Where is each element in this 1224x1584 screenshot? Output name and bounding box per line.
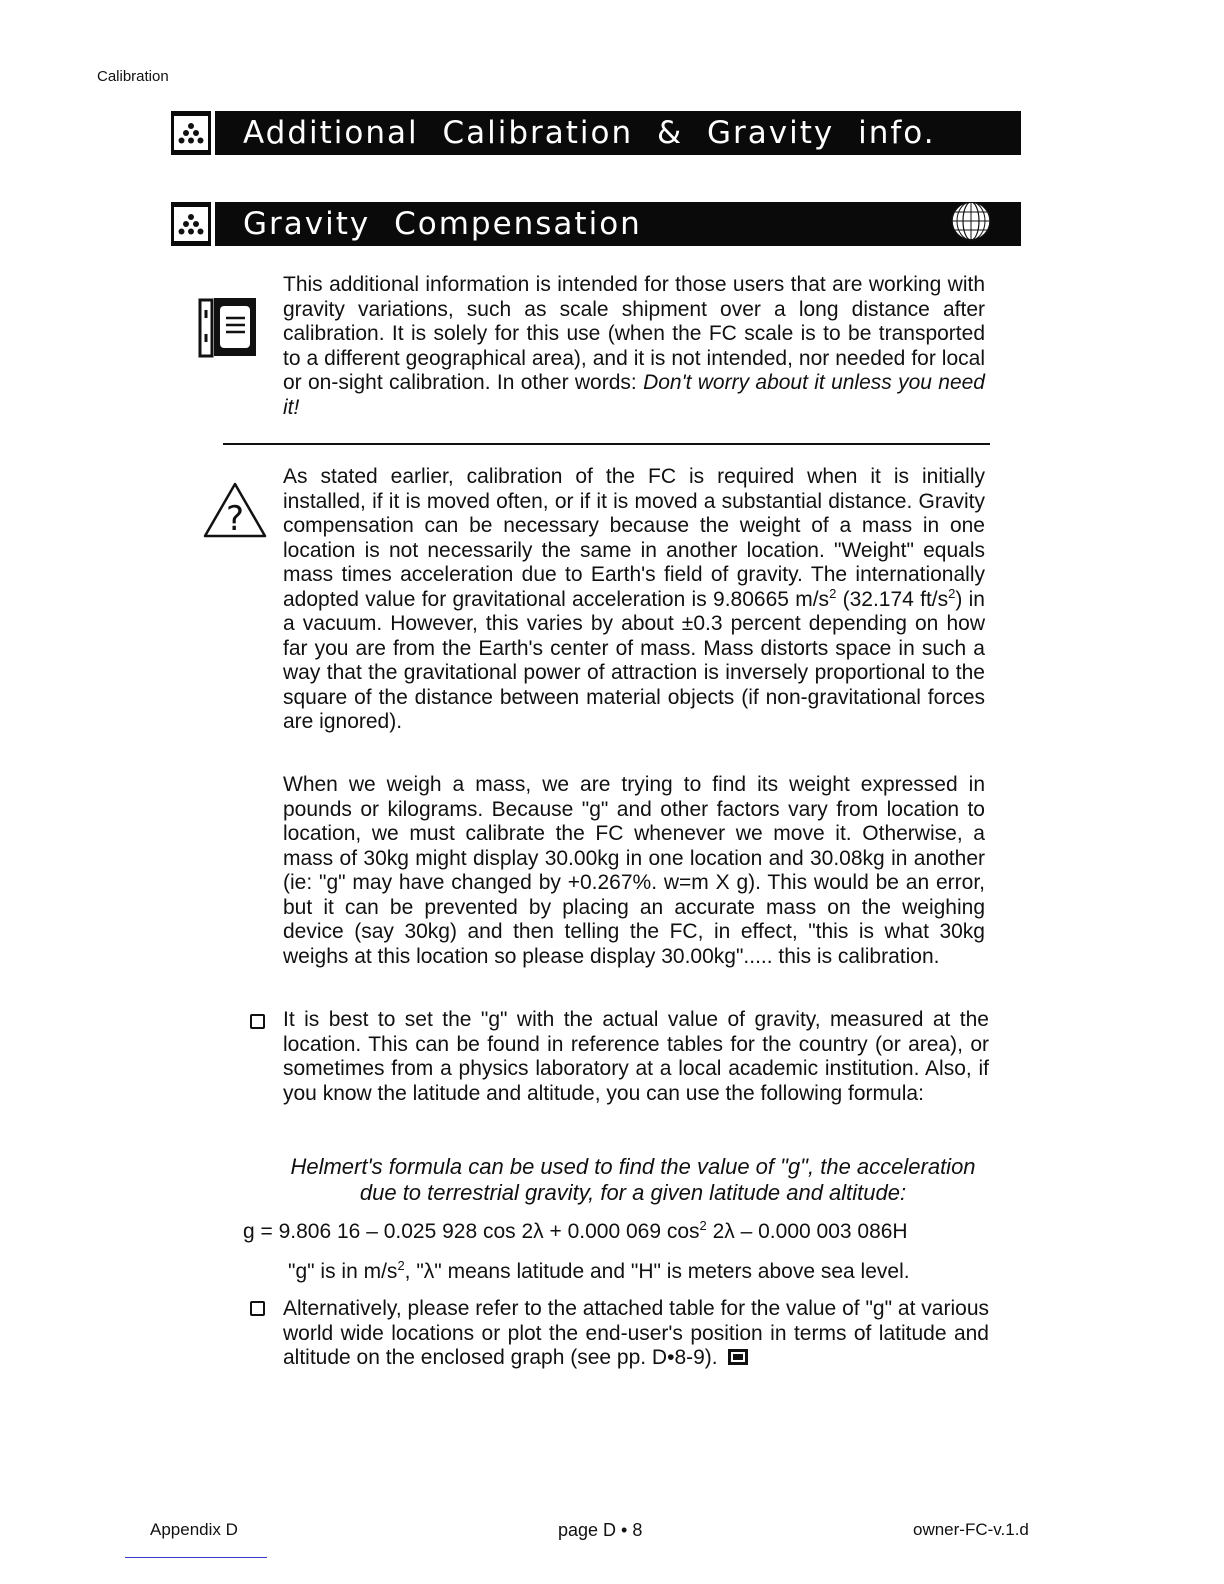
banner-title: Additional Calibration & Gravity info. — [243, 115, 936, 151]
helmert-formula: g = 9.806 16 – 0.025 928 cos 2λ + 0.000 069 $\cos^2 2\lambda - 0.000$ 003 086H — [243, 1218, 908, 1243]
bullet-alternative: Alternatively, please refer to the attached table for the value of "g" at various world wide locations or plot the end-user's position in terms of latitude and altitude on the enclosed graph (see pp. D•8-9). — [283, 1297, 989, 1369]
bullet-actual-gravity: It is best to set the "g" with the actual value of gravity, measured at the location. This can be found in reference tables for the country (or area), or sometimes from a physics laboratory at a local academic institution. Also, if you know the latitude and altitude, you can use the following formula: — [283, 1008, 989, 1105]
checkbox-bullet-icon — [250, 1014, 265, 1029]
section-banner-gravity — [171, 202, 1021, 246]
formula-units: "g" is in $m/s^2$, "λ" means latitude and "H" is meters above sea level. — [288, 1258, 910, 1283]
checkbox-bullet-icon — [250, 1301, 265, 1316]
globe-icon — [929, 202, 1015, 246]
end-mark-icon — [727, 1348, 749, 1366]
footer-appendix: Appendix D — [150, 1520, 238, 1539]
triangle-dots-logo-icon — [171, 202, 215, 246]
intro-paragraph: This additional information is intended for those users that are working with gravity variations, such as scale shipment over a long distance after calibration. It is solely for this use (when the FC scale is to be transported to a different geographical area), and it is not intended, nor needed for local or on-sight calibration. In other words: Don't worry about it unless you need it! — [283, 273, 985, 419]
footer-rule — [125, 1557, 267, 1558]
weighing-paragraph: When we weigh a mass, we are trying to find its weight expressed in pounds or kilograms. Because "g" and other factors vary from location to location, we must calibrate the FC whenever we move it. Otherwise, a mass of 30kg might display 30.00kg in one location and 30.08kg in another (ie: "g" may have changed by +0.267%. w=m X g). This would be an error, but it can be prevented by placing an accurate mass on the weighing device (say 30kg) and then telling the FC, in effect, "this is what 30kg weighs at this location so please display 30.00kg"..... this is calibration. — [283, 773, 985, 968]
footer-doc-id: owner-FC-v.1.d — [913, 1520, 1029, 1539]
running-head: Calibration — [97, 68, 169, 85]
gravity-explanation-paragraph: As stated earlier, calibration of the FC is required when it is initially installed, if it is moved often, or if it is moved a substantial distance. Gravity compensation can be necessary because the weight of a mass in one location is not necessarily the same in another location. "Weight" equals mass times acceleration due to Earth's field of gravity. The internationally adopted value for gravitational acceleration is 9.80665 $m/s^2$ (32.174 $ft/s^2$) in a vacuum. However, this varies by about ±0.3 percent depending on how far you are from the Earth's center of mass. Mass distorts space in such a way that the gravitational power of attraction is inversely proportional to the square of the distance between material objects (if non-gravitational forces are ignored). — [283, 465, 985, 733]
divider — [223, 443, 990, 445]
document-info-icon — [198, 296, 260, 360]
banner-title: Gravity Compensation — [243, 206, 642, 242]
triangle-dots-logo-icon — [171, 111, 215, 155]
intro-emphasis: Don't worry about it unless you need it! — [283, 371, 985, 419]
svg-text:?: ? — [225, 499, 245, 539]
section-banner-additional — [171, 111, 1021, 155]
question-triangle-icon — [201, 480, 269, 542]
footer-page-number: page D • 8 — [558, 1520, 643, 1540]
helmert-caption: Helmert's formula can be used to find the value of "g", the acceleration due to terrestrial gravity, for a given latitude and altitude: — [290, 1154, 976, 1205]
